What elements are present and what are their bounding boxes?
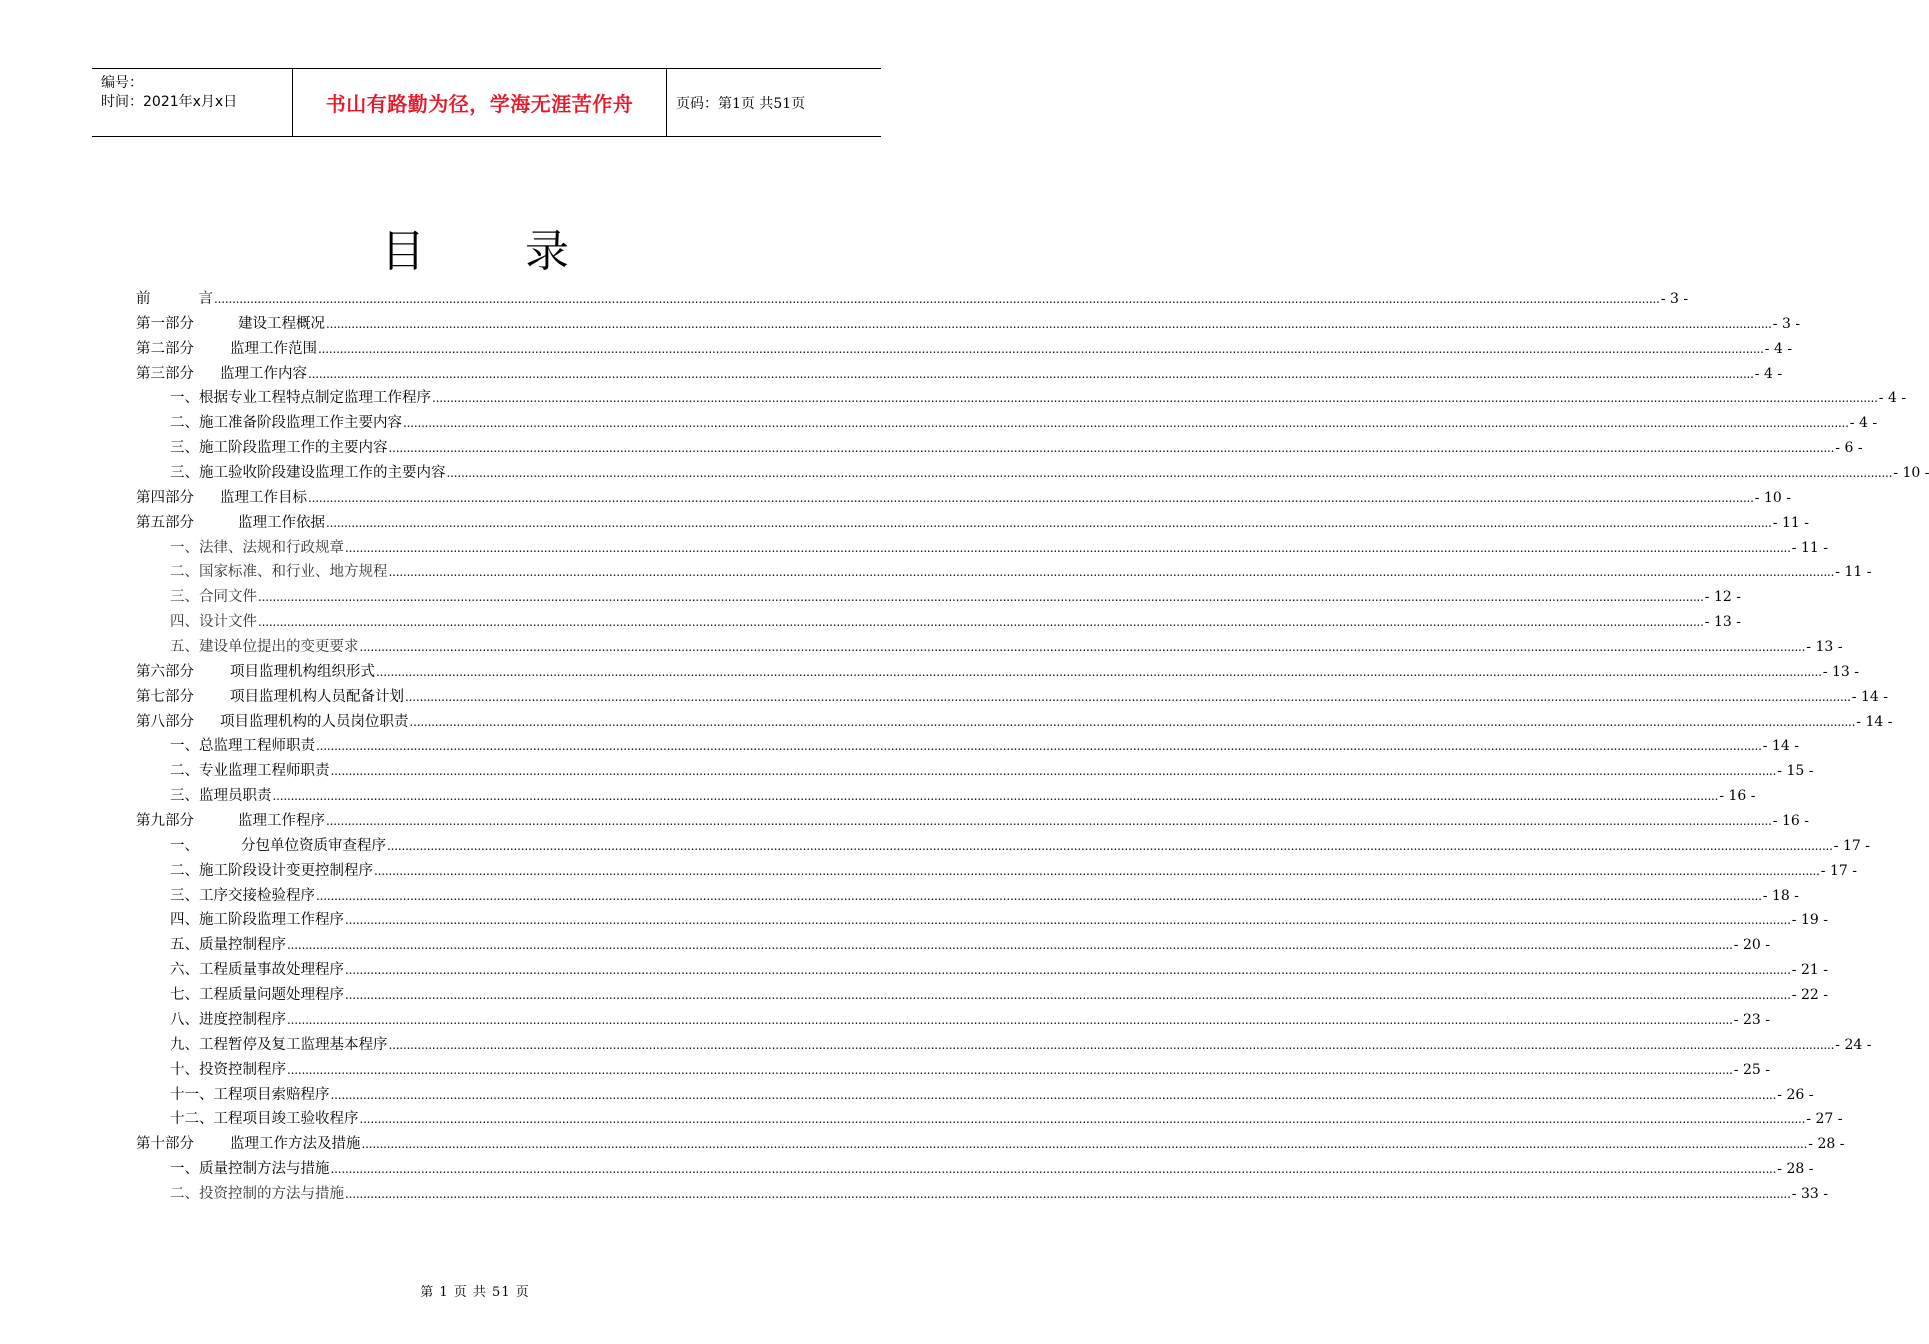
toc-page-number: - 3 - [1660, 291, 1689, 307]
toc-dot-leader: ................................................................................................................................................................................................................................................................................................................................................................................................................ [432, 391, 1878, 406]
toc-entry-label-main: 一、 [170, 837, 199, 854]
toc-entry[interactable] [136, 585, 1741, 610]
toc-dot-leader: ................................................................................................................................................................................................................................................................................................................................................................................................................ [359, 1112, 1806, 1127]
toc-dot-leader: ................................................................................................................................................................................................................................................................................................................................................................................................................ [345, 963, 1791, 978]
toc-entry-label-main: 十一、工程项目索赔程序 [170, 1086, 330, 1103]
toc-entry-label-main: 二、专业监理工程师职责 [170, 763, 330, 780]
toc-entry-label-title: 分包单位资质审查程序 [241, 837, 386, 854]
toc-entry-label [170, 784, 272, 809]
toc-page-number: - 16 - [1772, 813, 1809, 830]
toc-page-number: - 13 - [1704, 614, 1741, 631]
header-motto-cell [292, 69, 667, 136]
toc-entry-label-main: 二、施工准备阶段监理工作主要内容 [170, 415, 402, 432]
toc-entry[interactable] [136, 312, 1801, 337]
toc-entry-label-main: 九、工程暂停及复工监理基本程序 [170, 1036, 388, 1053]
toc-entry[interactable] [136, 983, 1828, 1008]
toc-entry-label [170, 933, 286, 958]
toc-entry[interactable] [136, 386, 1907, 411]
toc-entry[interactable] [136, 1182, 1828, 1207]
toc-dot-leader: ................................................................................................................................................................................................................................................................................................................................................................................................................ [214, 292, 1660, 306]
toc-entry[interactable] [136, 1157, 1814, 1182]
toc-dot-leader: ................................................................................................................................................................................................................................................................................................................................................................................................................ [330, 764, 1777, 779]
toc-entry[interactable] [136, 660, 1859, 685]
toc-page-number: - 19 - [1791, 912, 1828, 929]
toc-entry-label-main: 三、合同文件 [170, 589, 257, 606]
toc-page-number: - 16 - [1719, 788, 1756, 805]
toc-entry-label [170, 436, 388, 461]
toc-page-number: - 13 - [1822, 663, 1859, 680]
toc-entry-label-main: 第六部分 [136, 663, 194, 680]
toc-entry[interactable] [136, 536, 1828, 561]
toc-entry[interactable] [136, 411, 1878, 436]
toc-entry[interactable] [136, 1033, 1872, 1058]
toc-entry[interactable] [136, 337, 1793, 362]
toc-entry-label-main: 六、工程质量事故处理程序 [170, 962, 344, 979]
toc-dot-leader: ................................................................................................................................................................................................................................................................................................................................................................................................................ [326, 515, 1772, 530]
toc-dot-leader: ................................................................................................................................................................................................................................................................................................................................................................................................................ [326, 814, 1772, 829]
toc-entry-label-main: 一、法律、法规和行政规章 [170, 539, 344, 556]
toc-dot-leader: ................................................................................................................................................................................................................................................................................................................................................................................................................ [272, 789, 1719, 804]
toc-entry-label [170, 983, 344, 1008]
toc-entry-label-title: 监理工作程序 [238, 813, 325, 830]
toc-entry-label-title: 监理工作方法及措施 [230, 1136, 361, 1153]
toc-page-number: - 4 - [1849, 415, 1878, 432]
toc-entry-label [170, 635, 359, 660]
toc-dot-leader: ................................................................................................................................................................................................................................................................................................................................................................................................................ [388, 565, 1835, 580]
toc-entry-label-title: 项目监理机构组织形式 [230, 663, 375, 680]
toc-entry-label-main: 第一部分 [136, 315, 194, 332]
toc-entry-label-main: 七、工程质量问题处理程序 [170, 987, 344, 1004]
toc-entry-label-title: 监理工作范围 [230, 340, 317, 357]
toc-entry-label [136, 486, 307, 511]
toc-entry-label [136, 710, 409, 735]
toc-entry[interactable] [136, 958, 1828, 983]
toc-dot-leader: ................................................................................................................................................................................................................................................................................................................................................................................................................ [316, 739, 1762, 754]
toc-entry-label [136, 511, 325, 536]
toc-entry[interactable] [136, 685, 1888, 710]
toc-entry-label [170, 1157, 330, 1182]
toc-entry-label-main: 二、投资控制的方法与措施 [170, 1185, 344, 1202]
toc-entry-label-main: 第四部分 [136, 489, 194, 506]
toc-entry-label [170, 734, 315, 759]
toc-entry-label [136, 685, 404, 710]
toc-entry-label [136, 1132, 361, 1157]
toc-entry-label [136, 660, 375, 685]
toc-page-number: - 13 - [1806, 639, 1843, 656]
toc-entry-label [170, 386, 431, 411]
toc-entry[interactable] [136, 710, 1893, 735]
toc-entry[interactable] [136, 362, 1783, 387]
toc-entry-label-main: 第二部分 [136, 340, 194, 357]
toc-dot-leader: ................................................................................................................................................................................................................................................................................................................................................................................................................ [330, 1162, 1777, 1177]
toc-entry[interactable] [136, 1083, 1814, 1108]
toc-entry-label-title: 项目监理机构的人员岗位职责 [220, 713, 409, 730]
toc-page-number: - 4 - [1878, 390, 1907, 407]
toc-entry-label [170, 610, 257, 635]
toc-entry[interactable] [136, 759, 1814, 784]
toc-page-number: - 14 - [1856, 713, 1893, 730]
toc-dot-leader: ................................................................................................................................................................................................................................................................................................................................................................................................................ [409, 714, 1856, 729]
toc-entry-label [170, 585, 257, 610]
toc-dot-leader: ................................................................................................................................................................................................................................................................................................................................................................................................................ [345, 988, 1791, 1003]
toc-entry-label [170, 958, 344, 983]
toc-entry-label [136, 362, 307, 387]
toc-page-number: - 18 - [1762, 887, 1799, 904]
toc-entry-label-main: 三、监理员职责 [170, 788, 272, 805]
toc-entry[interactable] [136, 908, 1828, 933]
toc-entry-label-main: 前 [136, 291, 151, 307]
toc-entry-label [136, 809, 325, 834]
toc-entry-label-main: 第五部分 [136, 514, 194, 531]
toc-dot-leader: ................................................................................................................................................................................................................................................................................................................................................................................................................ [387, 838, 1833, 853]
toc-page-number: - 24 - [1835, 1036, 1872, 1053]
title-char-left: 目 [381, 226, 425, 277]
toc-entry-label-main: 五、建设单位提出的变更要求 [170, 639, 359, 656]
toc-page-number: - 28 - [1777, 1161, 1814, 1178]
toc-entry-label-main: 八、进度控制程序 [170, 1011, 286, 1028]
toc-entry[interactable] [136, 884, 1799, 909]
toc-page-number: - 10 - [1754, 489, 1791, 506]
toc-entry-label-title: 监理工作依据 [238, 514, 325, 531]
toc-entry[interactable] [136, 511, 1809, 536]
toc-dot-leader: ................................................................................................................................................................................................................................................................................................................................................................................................................ [308, 366, 1754, 381]
toc-page-number: - 6 - [1835, 440, 1863, 457]
toc-entry-label-main: 三、施工阶段监理工作的主要内容 [170, 440, 388, 457]
toc-page-number: - 14 - [1762, 738, 1799, 755]
toc-dot-leader: ................................................................................................................................................................................................................................................................................................................................................................................................................ [345, 1186, 1791, 1201]
toc-dot-leader: ................................................................................................................................................................................................................................................................................................................................................................................................................ [345, 913, 1791, 928]
header-meta [92, 69, 292, 136]
toc-entry[interactable] [136, 610, 1741, 635]
toc-dot-leader: ................................................................................................................................................................................................................................................................................................................................................................................................................ [326, 316, 1772, 331]
toc-page-number: - 23 - [1733, 1011, 1770, 1028]
toc-entry-label-main: 四、施工阶段监理工作程序 [170, 912, 344, 929]
toc-page-number: - 25 - [1733, 1061, 1770, 1078]
toc-page-number: - 33 - [1791, 1185, 1828, 1202]
toc-entry-label [170, 834, 386, 859]
toc-entry-label-main: 十二、工程项目竣工验收程序 [170, 1111, 359, 1128]
toc-dot-leader: ................................................................................................................................................................................................................................................................................................................................................................................................................ [287, 1012, 1733, 1027]
toc-dot-leader: ................................................................................................................................................................................................................................................................................................................................................................................................................ [374, 863, 1820, 878]
toc-entry-label [170, 461, 446, 486]
toc-dot-leader: ................................................................................................................................................................................................................................................................................................................................................................................................................ [376, 664, 1822, 679]
toc-entry-label [136, 287, 213, 312]
toc-entry-label [170, 1008, 286, 1033]
toc-entry-label-main: 一、根据专业工程特点制定监理工作程序 [170, 390, 431, 407]
toc-entry[interactable] [136, 560, 1872, 585]
toc-page-number: - 28 - [1808, 1136, 1845, 1153]
toc-entry[interactable] [136, 933, 1770, 958]
toc-entry[interactable] [136, 834, 1870, 859]
page-footer: 第 1 页 共 51 页 [420, 1285, 530, 1300]
toc-entry-label [170, 759, 330, 784]
toc-entry[interactable] [136, 1107, 1843, 1132]
toc-entry-label-main: 四、设计文件 [170, 614, 257, 631]
toc-entry-label [170, 560, 388, 585]
toc-entry-label [170, 884, 315, 909]
header-motto: 书山有路勤为径，学海无涯苦作舟 [325, 92, 634, 116]
page-header [92, 68, 881, 137]
toc-dot-leader: ................................................................................................................................................................................................................................................................................................................................................................................................................ [287, 1062, 1733, 1077]
toc-dot-leader: ................................................................................................................................................................................................................................................................................................................................................................................................................ [308, 490, 1754, 505]
toc-dot-leader: ................................................................................................................................................................................................................................................................................................................................................................................................................ [446, 466, 1893, 481]
toc-entry-label [170, 1033, 388, 1058]
header-page-cell [666, 69, 881, 136]
toc-entry[interactable] [136, 461, 1929, 486]
toc-entry-label [170, 908, 344, 933]
toc-dot-leader: ................................................................................................................................................................................................................................................................................................................................................................................................................ [330, 1087, 1777, 1102]
toc-entry-label-main: 二、国家标准、和行业、地方规程 [170, 564, 388, 581]
toc-entry[interactable] [136, 734, 1799, 759]
toc-entry-label [170, 1058, 286, 1083]
toc-entry-label-title: 监理工作目标 [220, 489, 307, 506]
toc-dot-leader: ................................................................................................................................................................................................................................................................................................................................................................................................................ [388, 1037, 1835, 1052]
toc-entry-label-main: 第八部分 [136, 713, 194, 730]
toc-entry-label-title: 项目监理机构人员配备计划 [230, 688, 404, 705]
toc-entry-label-main: 第九部分 [136, 813, 194, 830]
doc-number-label: 编号： [101, 75, 143, 91]
toc-page-number: - 4 - [1764, 340, 1793, 357]
toc-page-number: - 15 - [1777, 763, 1814, 780]
table-of-contents [136, 287, 1929, 1207]
toc-entry-label-title: 监理工作内容 [220, 365, 307, 382]
page-title [0, 222, 950, 282]
toc-entry-label-main: 十、投资控制程序 [170, 1061, 286, 1078]
toc-dot-leader: ................................................................................................................................................................................................................................................................................................................................................................................................................ [361, 1137, 1808, 1152]
toc-dot-leader: ................................................................................................................................................................................................................................................................................................................................................................................................................ [258, 615, 1704, 630]
toc-entry[interactable] [136, 1132, 1845, 1157]
toc-dot-leader: ................................................................................................................................................................................................................................................................................................................................................................................................................ [258, 590, 1704, 605]
toc-entry-label [136, 337, 317, 362]
toc-dot-leader: ................................................................................................................................................................................................................................................................................................................................................................................................................ [318, 341, 1764, 356]
toc-entry[interactable] [136, 486, 1791, 511]
toc-entry-label-title: 建设工程概况 [238, 315, 325, 332]
toc-entry-label-main: 第十部分 [136, 1136, 194, 1153]
toc-entry-label-main: 第七部分 [136, 688, 194, 705]
toc-entry-label-main: 三、工序交接检验程序 [170, 887, 315, 904]
toc-entry-label [170, 1083, 330, 1108]
toc-entry-label-main: 一、质量控制方法与措施 [170, 1161, 330, 1178]
toc-page-number: - 17 - [1820, 862, 1857, 879]
toc-entry[interactable] [136, 635, 1843, 660]
toc-dot-leader: ................................................................................................................................................................................................................................................................................................................................................................................................................ [388, 441, 1835, 456]
toc-entry-label [170, 1107, 359, 1132]
toc-page-number: - 12 - [1704, 589, 1741, 606]
toc-entry-label-title: 言 [198, 291, 213, 307]
toc-entry-label-main: 五、质量控制程序 [170, 937, 286, 954]
toc-entry-label [170, 536, 344, 561]
toc-entry-label-main: 二、施工阶段设计变更控制程序 [170, 862, 373, 879]
toc-page-number: - 27 - [1806, 1111, 1843, 1128]
toc-dot-leader: ................................................................................................................................................................................................................................................................................................................................................................................................................ [359, 640, 1806, 655]
toc-entry-label [136, 312, 325, 337]
toc-entry[interactable] [136, 1058, 1770, 1083]
toc-entry[interactable] [136, 809, 1809, 834]
toc-entry[interactable] [136, 784, 1756, 809]
toc-page-number: - 3 - [1772, 315, 1801, 332]
header-page-info: 页码：第1页 共51页 [676, 95, 806, 112]
toc-page-number: - 22 - [1791, 987, 1828, 1004]
toc-page-number: - 21 - [1791, 962, 1828, 979]
toc-entry-label-main: 一、总监理工程师职责 [170, 738, 315, 755]
toc-page-number: - 11 - [1791, 539, 1828, 556]
toc-entry-label [170, 411, 402, 436]
toc-page-number: - 17 - [1833, 837, 1870, 854]
toc-entry-label-main: 第三部分 [136, 365, 194, 382]
toc-page-number: - 20 - [1733, 937, 1770, 954]
toc-page-number: - 11 - [1772, 514, 1809, 531]
toc-page-number: - 4 - [1754, 365, 1783, 382]
toc-dot-leader: ................................................................................................................................................................................................................................................................................................................................................................................................................ [405, 689, 1851, 704]
toc-dot-leader: ................................................................................................................................................................................................................................................................................................................................................................................................................ [316, 888, 1762, 903]
title-char-right: 录 [525, 226, 569, 277]
toc-entry[interactable] [136, 436, 1863, 461]
doc-time-label: 时间：2021年x月x日 [101, 94, 238, 110]
toc-page-number: - 26 - [1777, 1086, 1814, 1103]
toc-entry[interactable] [136, 859, 1857, 884]
toc-entry[interactable] [136, 287, 1689, 312]
toc-page-number: - 11 - [1835, 564, 1872, 581]
toc-entry-label-main: 三、施工验收阶段建设监理工作的主要内容 [170, 465, 446, 482]
toc-dot-leader: ................................................................................................................................................................................................................................................................................................................................................................................................................ [403, 416, 1849, 431]
toc-entry-label [170, 1182, 344, 1207]
toc-entry-label [170, 859, 373, 884]
toc-dot-leader: ................................................................................................................................................................................................................................................................................................................................................................................................................ [287, 938, 1733, 953]
toc-page-number: - 14 - [1851, 688, 1888, 705]
toc-entry[interactable] [136, 1008, 1770, 1033]
toc-dot-leader: ................................................................................................................................................................................................................................................................................................................................................................................................................ [345, 540, 1791, 555]
toc-page-number: - 10 - [1893, 465, 1929, 482]
